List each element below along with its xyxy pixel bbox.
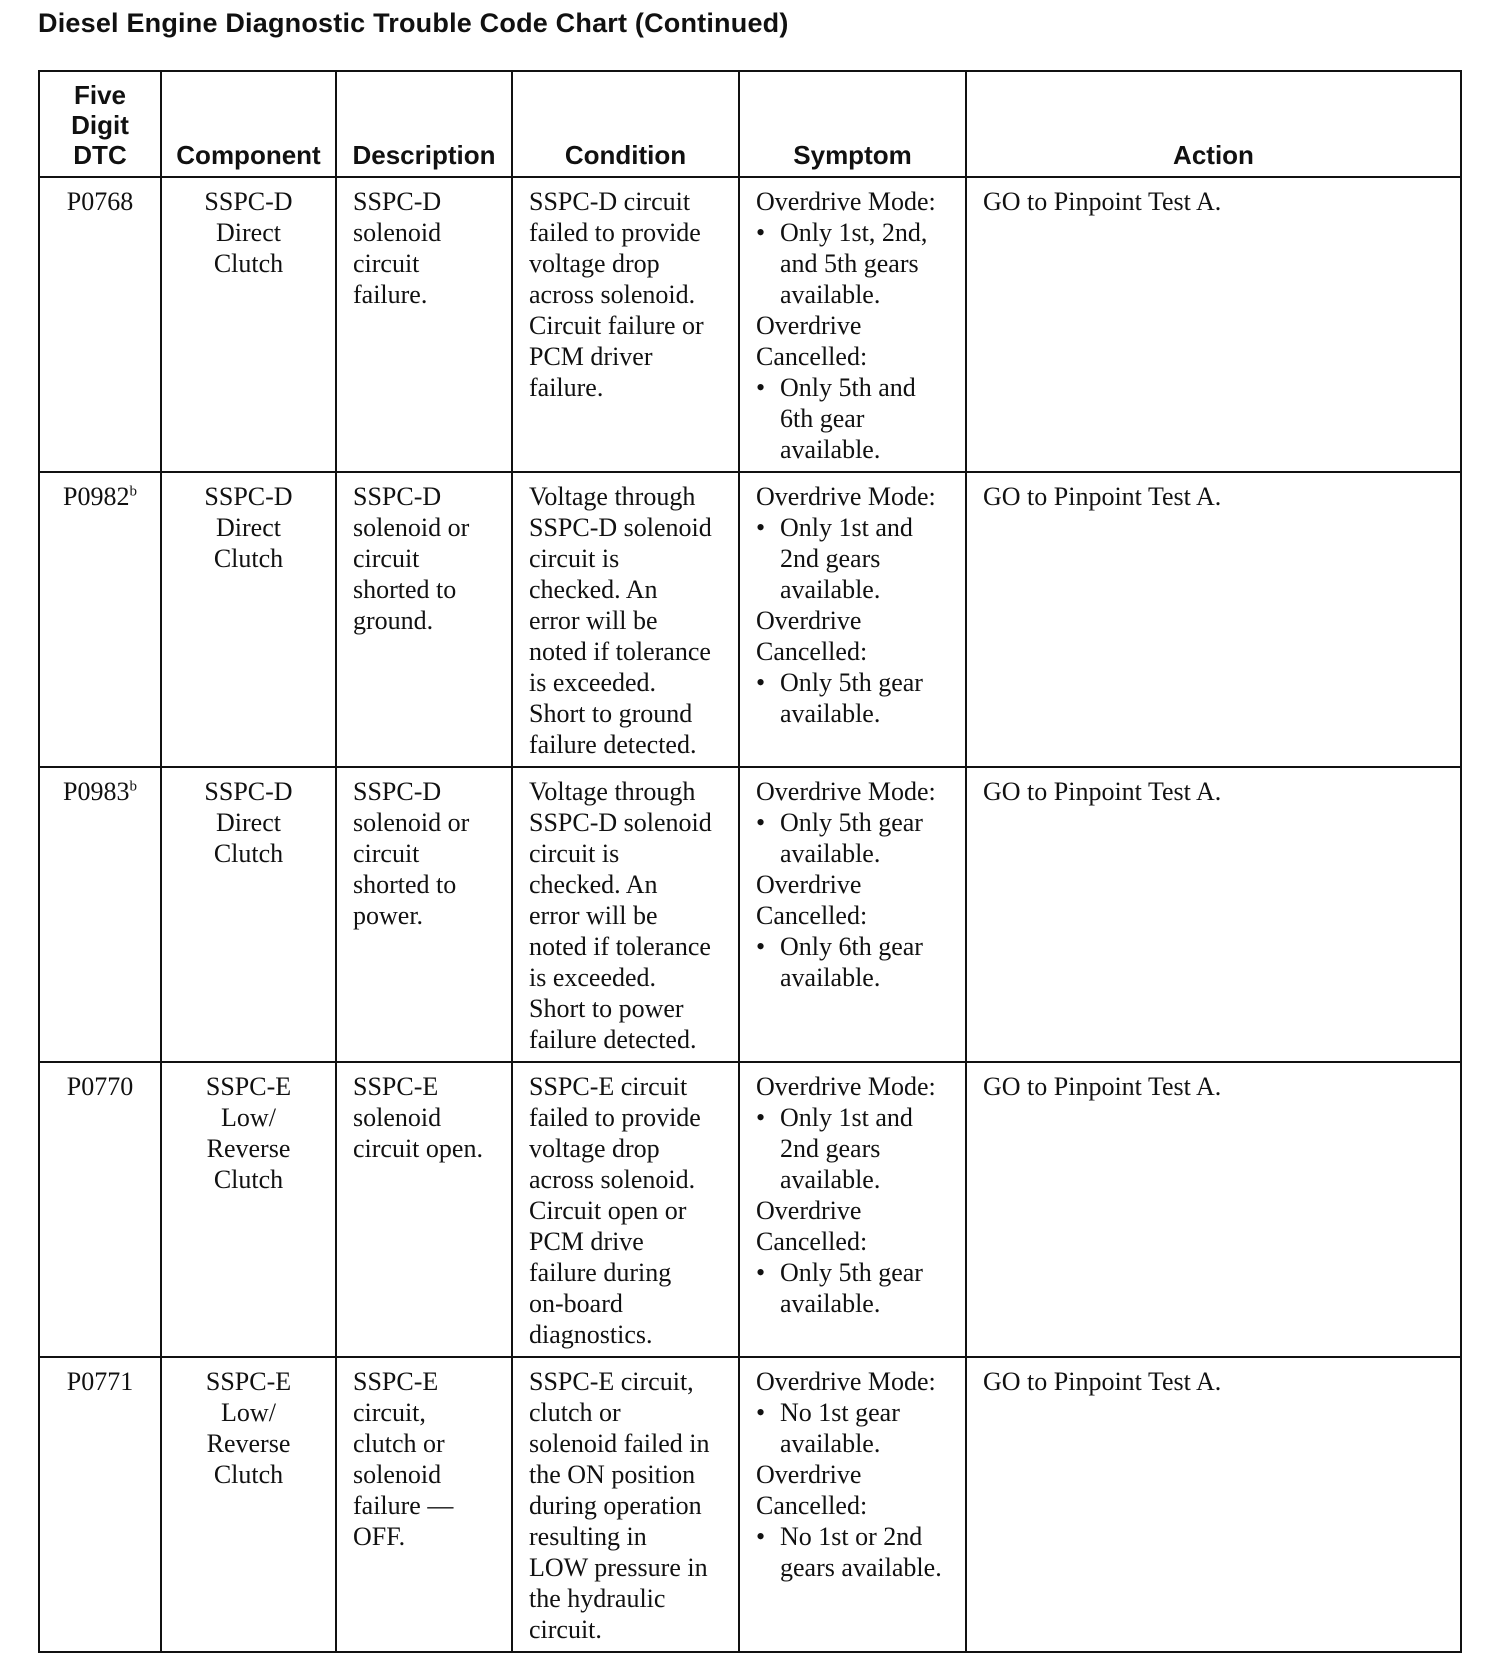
description-cell-line: power.	[353, 901, 424, 930]
symptom-cancelled-label: Overdrive	[756, 311, 862, 340]
description-cell-line: SSPC-D	[353, 777, 442, 806]
description-cell-line: failure.	[353, 280, 428, 309]
description-cell-line: solenoid or	[353, 513, 470, 542]
bullet-icon: •	[756, 1258, 766, 1287]
component-cell	[161, 767, 336, 1062]
page-title: Diesel Engine Diagnostic Trouble Code Chart (Continued)	[38, 8, 789, 38]
component-cell-line: Reverse	[206, 1429, 291, 1458]
condition-cell-line: checked. An	[529, 575, 658, 604]
symptom-cancelled-item	[756, 931, 953, 993]
symptom-cancelled-label: Overdrive	[756, 870, 862, 899]
component-cell	[161, 472, 336, 767]
condition-cell-line: voltage drop	[529, 1134, 660, 1163]
bullet-icon: •	[756, 932, 766, 961]
dtc-footnote-marker: b	[129, 483, 137, 500]
description-cell-line: SSPC-D	[353, 482, 442, 511]
action-text: GO to Pinpoint Test A.	[983, 777, 1222, 806]
symptom-cancelled-label: Overdrive	[756, 1460, 862, 1489]
bullet-icon: •	[756, 1398, 766, 1427]
condition-cell-line: the ON position	[529, 1460, 696, 1489]
description-cell	[336, 1062, 512, 1357]
symptom-cancelled-label-2: Cancelled:	[756, 901, 868, 930]
condition-cell-line: SSPC-E circuit,	[529, 1367, 694, 1396]
component-cell-line: Reverse	[206, 1134, 291, 1163]
description-cell-line: circuit	[353, 839, 420, 868]
condition-cell-line: circuit is	[529, 839, 620, 868]
description-cell-line: OFF.	[353, 1522, 406, 1551]
condition-cell-line: Short to power	[529, 994, 684, 1023]
condition-cell-line: Voltage through	[529, 777, 696, 806]
action-cell	[966, 767, 1461, 1062]
table-body	[39, 177, 1461, 1652]
condition-cell-line: failure detected.	[529, 1025, 697, 1054]
condition-cell-line: SSPC-D solenoid	[529, 513, 712, 542]
symptom-mode-label: Overdrive Mode:	[756, 187, 936, 216]
bullet-icon: •	[756, 1522, 766, 1551]
component-cell	[161, 1062, 336, 1357]
condition-cell-line: SSPC-E circuit	[529, 1072, 688, 1101]
symptom-cancelled-item-text: Only 5th gear available.	[780, 1258, 923, 1318]
component-cell-line: Clutch	[213, 1460, 284, 1489]
condition-cell-line: during operation	[529, 1491, 702, 1520]
condition-cell-line: diagnostics.	[529, 1320, 653, 1349]
table-row	[39, 177, 1461, 472]
condition-cell-line: failure during	[529, 1258, 672, 1287]
condition-cell-line: checked. An	[529, 870, 658, 899]
symptom-mode-item	[756, 217, 953, 310]
action-text: GO to Pinpoint Test A.	[983, 187, 1222, 216]
condition-cell-line: is exceeded.	[529, 668, 657, 697]
symptom-mode-label: Overdrive Mode:	[756, 482, 936, 511]
symptom-mode-label: Overdrive Mode:	[756, 777, 936, 806]
component-cell	[161, 177, 336, 472]
symptom-mode-item-text: Only 5th gear available.	[780, 808, 923, 868]
symptom-mode-item	[756, 512, 953, 605]
symptom-mode-label: Overdrive Mode:	[756, 1072, 936, 1101]
symptom-cancelled-label: Overdrive	[756, 606, 862, 635]
condition-cell-line: on-board	[529, 1289, 623, 1318]
description-cell-line: circuit open.	[353, 1134, 483, 1163]
header-dtc-word-3: DTC	[73, 140, 127, 170]
header-dtc-word-1: Five	[73, 80, 127, 110]
symptom-cancelled-label-2: Cancelled:	[756, 637, 868, 666]
dtc-code: P0771	[66, 1367, 134, 1396]
symptom-cancelled-label: Overdrive	[756, 1196, 862, 1225]
condition-cell-line: PCM drive	[529, 1227, 644, 1256]
component-cell-line: Low/	[221, 1398, 276, 1427]
description-cell-line: circuit	[353, 249, 420, 278]
table-row	[39, 472, 1461, 767]
dtc-table	[38, 70, 1462, 1653]
component-cell-line: Clutch	[213, 1165, 284, 1194]
symptom-cell	[739, 472, 966, 767]
condition-cell-line: clutch or	[529, 1398, 621, 1427]
condition-cell	[512, 177, 739, 472]
header-description: Description	[336, 71, 512, 177]
symptom-mode-item	[756, 1102, 953, 1195]
condition-cell-line: Voltage through	[529, 482, 696, 511]
symptom-cancelled-item-text: Only 5th and 6th gear available.	[780, 373, 916, 464]
header-symptom: Symptom	[739, 71, 966, 177]
symptom-mode-label: Overdrive Mode:	[756, 1367, 936, 1396]
description-cell-line: circuit,	[353, 1398, 426, 1427]
table-row	[39, 1357, 1461, 1652]
condition-cell	[512, 767, 739, 1062]
condition-cell-line: solenoid failed in	[529, 1429, 710, 1458]
condition-cell-line: Short to ground	[529, 699, 693, 728]
condition-cell-line: failure detected.	[529, 730, 697, 759]
symptom-mode-item-text: No 1st gear available.	[780, 1398, 900, 1458]
symptom-cancelled-item	[756, 1521, 953, 1583]
component-cell-line: SSPC-D	[204, 187, 293, 216]
component-cell-line: SSPC-D	[204, 777, 293, 806]
condition-cell-line: voltage drop	[529, 249, 660, 278]
description-cell-line: SSPC-D	[353, 187, 442, 216]
bullet-icon: •	[756, 808, 766, 837]
description-cell-line: solenoid or	[353, 808, 470, 837]
component-cell-line: Direct	[216, 218, 281, 247]
description-cell-line: solenoid	[353, 1460, 442, 1489]
condition-cell-line: failed to provide	[529, 1103, 701, 1132]
header-condition: Condition	[512, 71, 739, 177]
dtc-code-cell	[39, 472, 161, 767]
condition-cell-line: error will be	[529, 606, 658, 635]
condition-cell	[512, 1357, 739, 1652]
condition-cell-line: failure.	[529, 373, 604, 402]
symptom-mode-item-text: Only 1st and 2nd gears available.	[780, 513, 913, 604]
description-cell-line: shorted to	[353, 870, 457, 899]
symptom-cell	[739, 1062, 966, 1357]
symptom-cancelled-label-2: Cancelled:	[756, 342, 868, 371]
symptom-cancelled-label-2: Cancelled:	[756, 1227, 868, 1256]
symptom-cancelled-item	[756, 1257, 953, 1319]
condition-cell-line: SSPC-D circuit	[529, 187, 691, 216]
table-row	[39, 1062, 1461, 1357]
description-cell	[336, 767, 512, 1062]
dtc-footnote-marker: b	[129, 778, 137, 795]
symptom-cell	[739, 1357, 966, 1652]
condition-cell	[512, 472, 739, 767]
action-text: GO to Pinpoint Test A.	[983, 1072, 1222, 1101]
description-cell	[336, 472, 512, 767]
header-dtc	[39, 71, 161, 177]
description-cell-line: solenoid	[353, 1103, 442, 1132]
header-action: Action	[966, 71, 1461, 177]
dtc-code-cell	[39, 177, 161, 472]
description-cell-line: circuit	[353, 544, 420, 573]
description-cell-line: SSPC-E	[353, 1072, 439, 1101]
header-component: Component	[161, 71, 336, 177]
condition-cell-line: failed to provide	[529, 218, 701, 247]
condition-cell-line: Circuit open or	[529, 1196, 687, 1225]
symptom-cell	[739, 767, 966, 1062]
action-text: GO to Pinpoint Test A.	[983, 1367, 1222, 1396]
component-cell-line: Low/	[221, 1103, 276, 1132]
description-cell-line: SSPC-E	[353, 1367, 439, 1396]
symptom-cancelled-label-2: Cancelled:	[756, 1491, 868, 1520]
dtc-code: P0768	[66, 187, 134, 216]
bullet-icon: •	[756, 668, 766, 697]
component-cell-line: Direct	[216, 513, 281, 542]
symptom-mode-item	[756, 1397, 953, 1459]
symptom-cancelled-item-text: Only 6th gear available.	[780, 932, 923, 992]
description-cell-line: solenoid	[353, 218, 442, 247]
symptom-mode-item-text: Only 1st, 2nd, and 5th gears available.	[780, 218, 928, 309]
condition-cell-line: across solenoid.	[529, 1165, 696, 1194]
component-cell-line: SSPC-D	[204, 482, 293, 511]
bullet-icon: •	[756, 1103, 766, 1132]
symptom-mode-item-text: Only 1st and 2nd gears available.	[780, 1103, 913, 1194]
table-row	[39, 767, 1461, 1062]
description-cell	[336, 177, 512, 472]
condition-cell	[512, 1062, 739, 1357]
symptom-cancelled-item	[756, 667, 953, 729]
condition-cell-line: error will be	[529, 901, 658, 930]
description-cell-line: ground.	[353, 606, 434, 635]
description-cell	[336, 1357, 512, 1652]
symptom-mode-item	[756, 807, 953, 869]
component-cell-line: Clutch	[213, 839, 284, 868]
dtc-code: P0982	[63, 482, 130, 511]
condition-cell-line: noted if tolerance	[529, 637, 711, 666]
component-cell	[161, 1357, 336, 1652]
action-cell	[966, 1062, 1461, 1357]
dtc-code: P0770	[66, 1072, 134, 1101]
action-cell	[966, 177, 1461, 472]
dtc-code: P0983	[63, 777, 130, 806]
table-header-row	[39, 71, 1461, 177]
condition-cell-line: LOW pressure in	[529, 1553, 708, 1582]
dtc-code-cell	[39, 1357, 161, 1652]
description-cell-line: shorted to	[353, 575, 457, 604]
header-dtc-word-2: Digit	[71, 110, 129, 140]
condition-cell-line: is exceeded.	[529, 963, 657, 992]
component-cell-line: Direct	[216, 808, 281, 837]
component-cell-line: Clutch	[213, 249, 284, 278]
symptom-cell	[739, 177, 966, 472]
bullet-icon: •	[756, 513, 766, 542]
condition-cell-line: resulting in	[529, 1522, 647, 1551]
condition-cell-line: circuit is	[529, 544, 620, 573]
symptom-cancelled-item	[756, 372, 953, 465]
component-cell-line: SSPC-E	[205, 1072, 292, 1101]
action-text: GO to Pinpoint Test A.	[983, 482, 1222, 511]
action-cell	[966, 1357, 1461, 1652]
bullet-icon: •	[756, 373, 766, 402]
component-cell-line: Clutch	[213, 544, 284, 573]
condition-cell-line: across solenoid.	[529, 280, 696, 309]
bullet-icon: •	[756, 218, 766, 247]
condition-cell-line: circuit.	[529, 1615, 602, 1644]
condition-cell-line: Circuit failure or	[529, 311, 704, 340]
condition-cell-line: noted if tolerance	[529, 932, 711, 961]
condition-cell-line: PCM driver	[529, 342, 653, 371]
dtc-code-cell	[39, 767, 161, 1062]
condition-cell-line: SSPC-D solenoid	[529, 808, 712, 837]
description-cell-line: clutch or	[353, 1429, 445, 1458]
dtc-code-cell	[39, 1062, 161, 1357]
action-cell	[966, 472, 1461, 767]
description-cell-line: failure —	[353, 1491, 454, 1520]
symptom-cancelled-item-text: No 1st or 2nd gears available.	[780, 1522, 942, 1582]
condition-cell-line: the hydraulic	[529, 1584, 666, 1613]
symptom-cancelled-item-text: Only 5th gear available.	[780, 668, 923, 728]
component-cell-line: SSPC-E	[205, 1367, 292, 1396]
